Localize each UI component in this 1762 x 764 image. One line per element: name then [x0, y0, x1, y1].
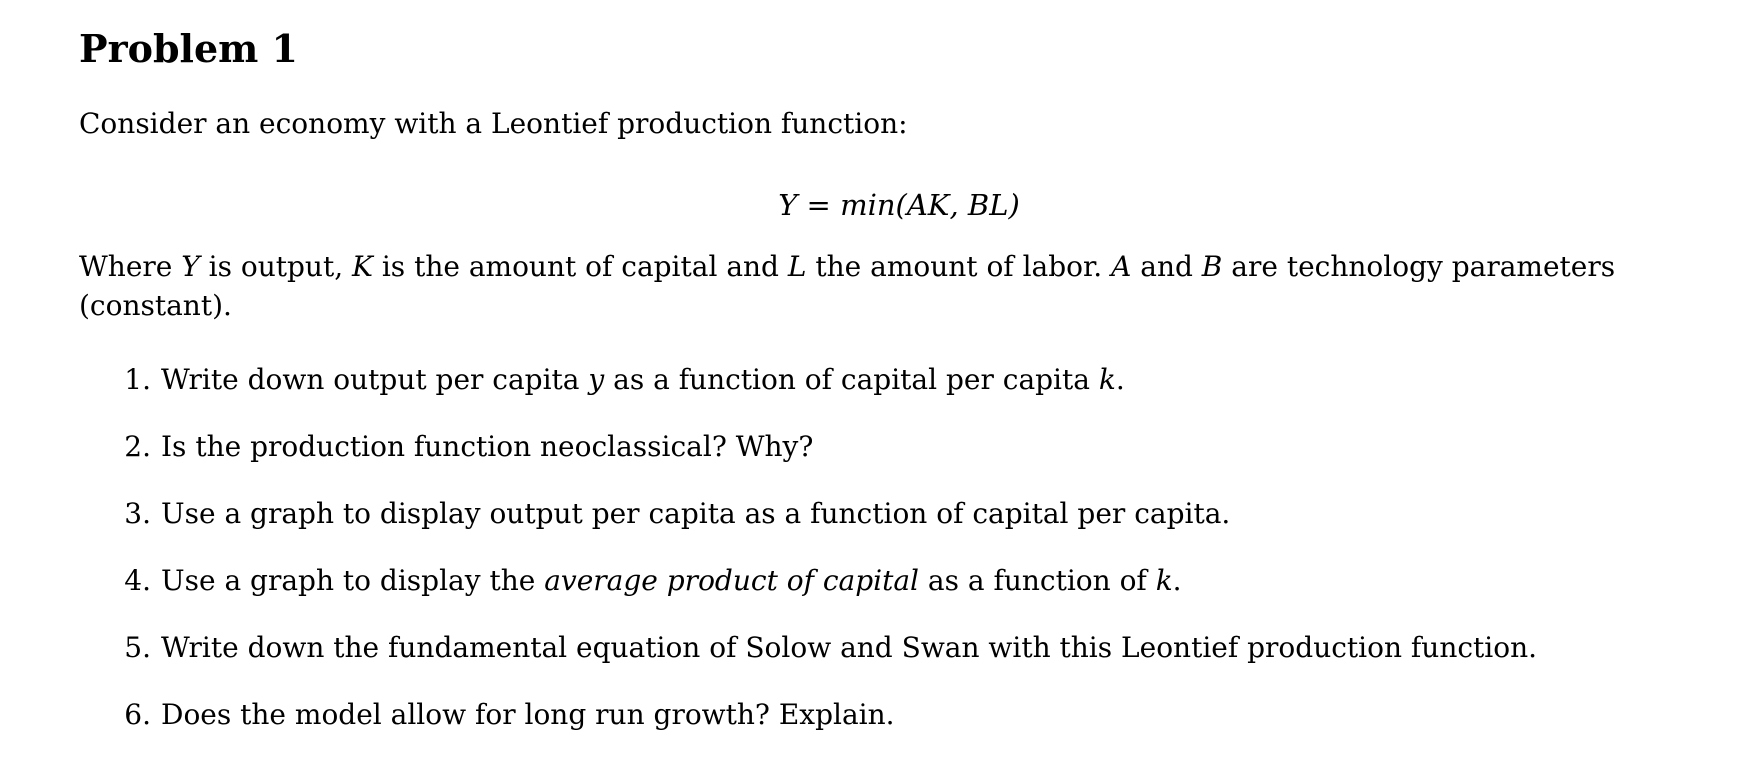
- variable-a: A: [1111, 250, 1132, 283]
- definitions-text: is the amount of capital and: [372, 250, 788, 283]
- question-text: Does the model allow for long run growth? Explain.: [161, 698, 895, 731]
- variable-k-lower: k: [1098, 363, 1116, 396]
- variable-l: L: [787, 250, 807, 283]
- equation-rhs: min(AK, BL): [840, 188, 1020, 222]
- question-text: Use a graph to display the: [161, 564, 545, 597]
- variable-b: B: [1201, 250, 1223, 283]
- question-item: [79, 630, 1537, 697]
- question-number: 6.: [124, 698, 151, 731]
- question-number: 4.: [124, 564, 151, 597]
- question-text: .: [1172, 564, 1182, 597]
- question-number: 5.: [124, 631, 151, 664]
- definitions-text: is output,: [199, 250, 353, 283]
- question-text: Use a graph to display output per capita as a function of capital per capita.: [161, 497, 1231, 530]
- question-text: as a function of capital per capita: [604, 363, 1099, 396]
- definitions-text: the amount of labor.: [806, 250, 1112, 283]
- definitions-paragraph: [79, 247, 1689, 325]
- question-text: Write down the fundamental equation of Solow and Swan with this Leontief production function.: [161, 631, 1538, 664]
- variable-k-lower: k: [1155, 564, 1173, 597]
- emphasized-term: average product of capital: [544, 564, 919, 597]
- definitions-text: are technology parameters (constant).: [79, 250, 1616, 322]
- question-item: [79, 563, 1537, 630]
- question-text: Write down output per capita: [161, 363, 589, 396]
- question-text: .: [1115, 363, 1125, 396]
- variable-y-lower: y: [588, 363, 605, 396]
- equation-lhs: Y: [778, 188, 798, 222]
- variable-y: Y: [181, 250, 200, 283]
- question-list: [79, 362, 1537, 764]
- question-item: [79, 496, 1537, 563]
- equation-equals: =: [797, 188, 841, 222]
- production-function-equation: [79, 187, 1689, 223]
- definitions-text: and: [1131, 250, 1202, 283]
- question-number: 2.: [124, 430, 151, 463]
- intro-paragraph: Consider an economy with a Leontief production function:: [79, 107, 908, 140]
- question-text: Is the production function neoclassical? Why?: [161, 430, 814, 463]
- problem-title: Problem 1: [79, 26, 299, 71]
- question-item: [79, 429, 1537, 496]
- variable-k: K: [352, 250, 373, 283]
- question-item: [79, 697, 1537, 764]
- question-item: [79, 362, 1537, 429]
- definitions-text: Where: [79, 250, 182, 283]
- question-text: as a function of: [919, 564, 1156, 597]
- question-number: 3.: [124, 497, 151, 530]
- question-number: 1.: [124, 363, 151, 396]
